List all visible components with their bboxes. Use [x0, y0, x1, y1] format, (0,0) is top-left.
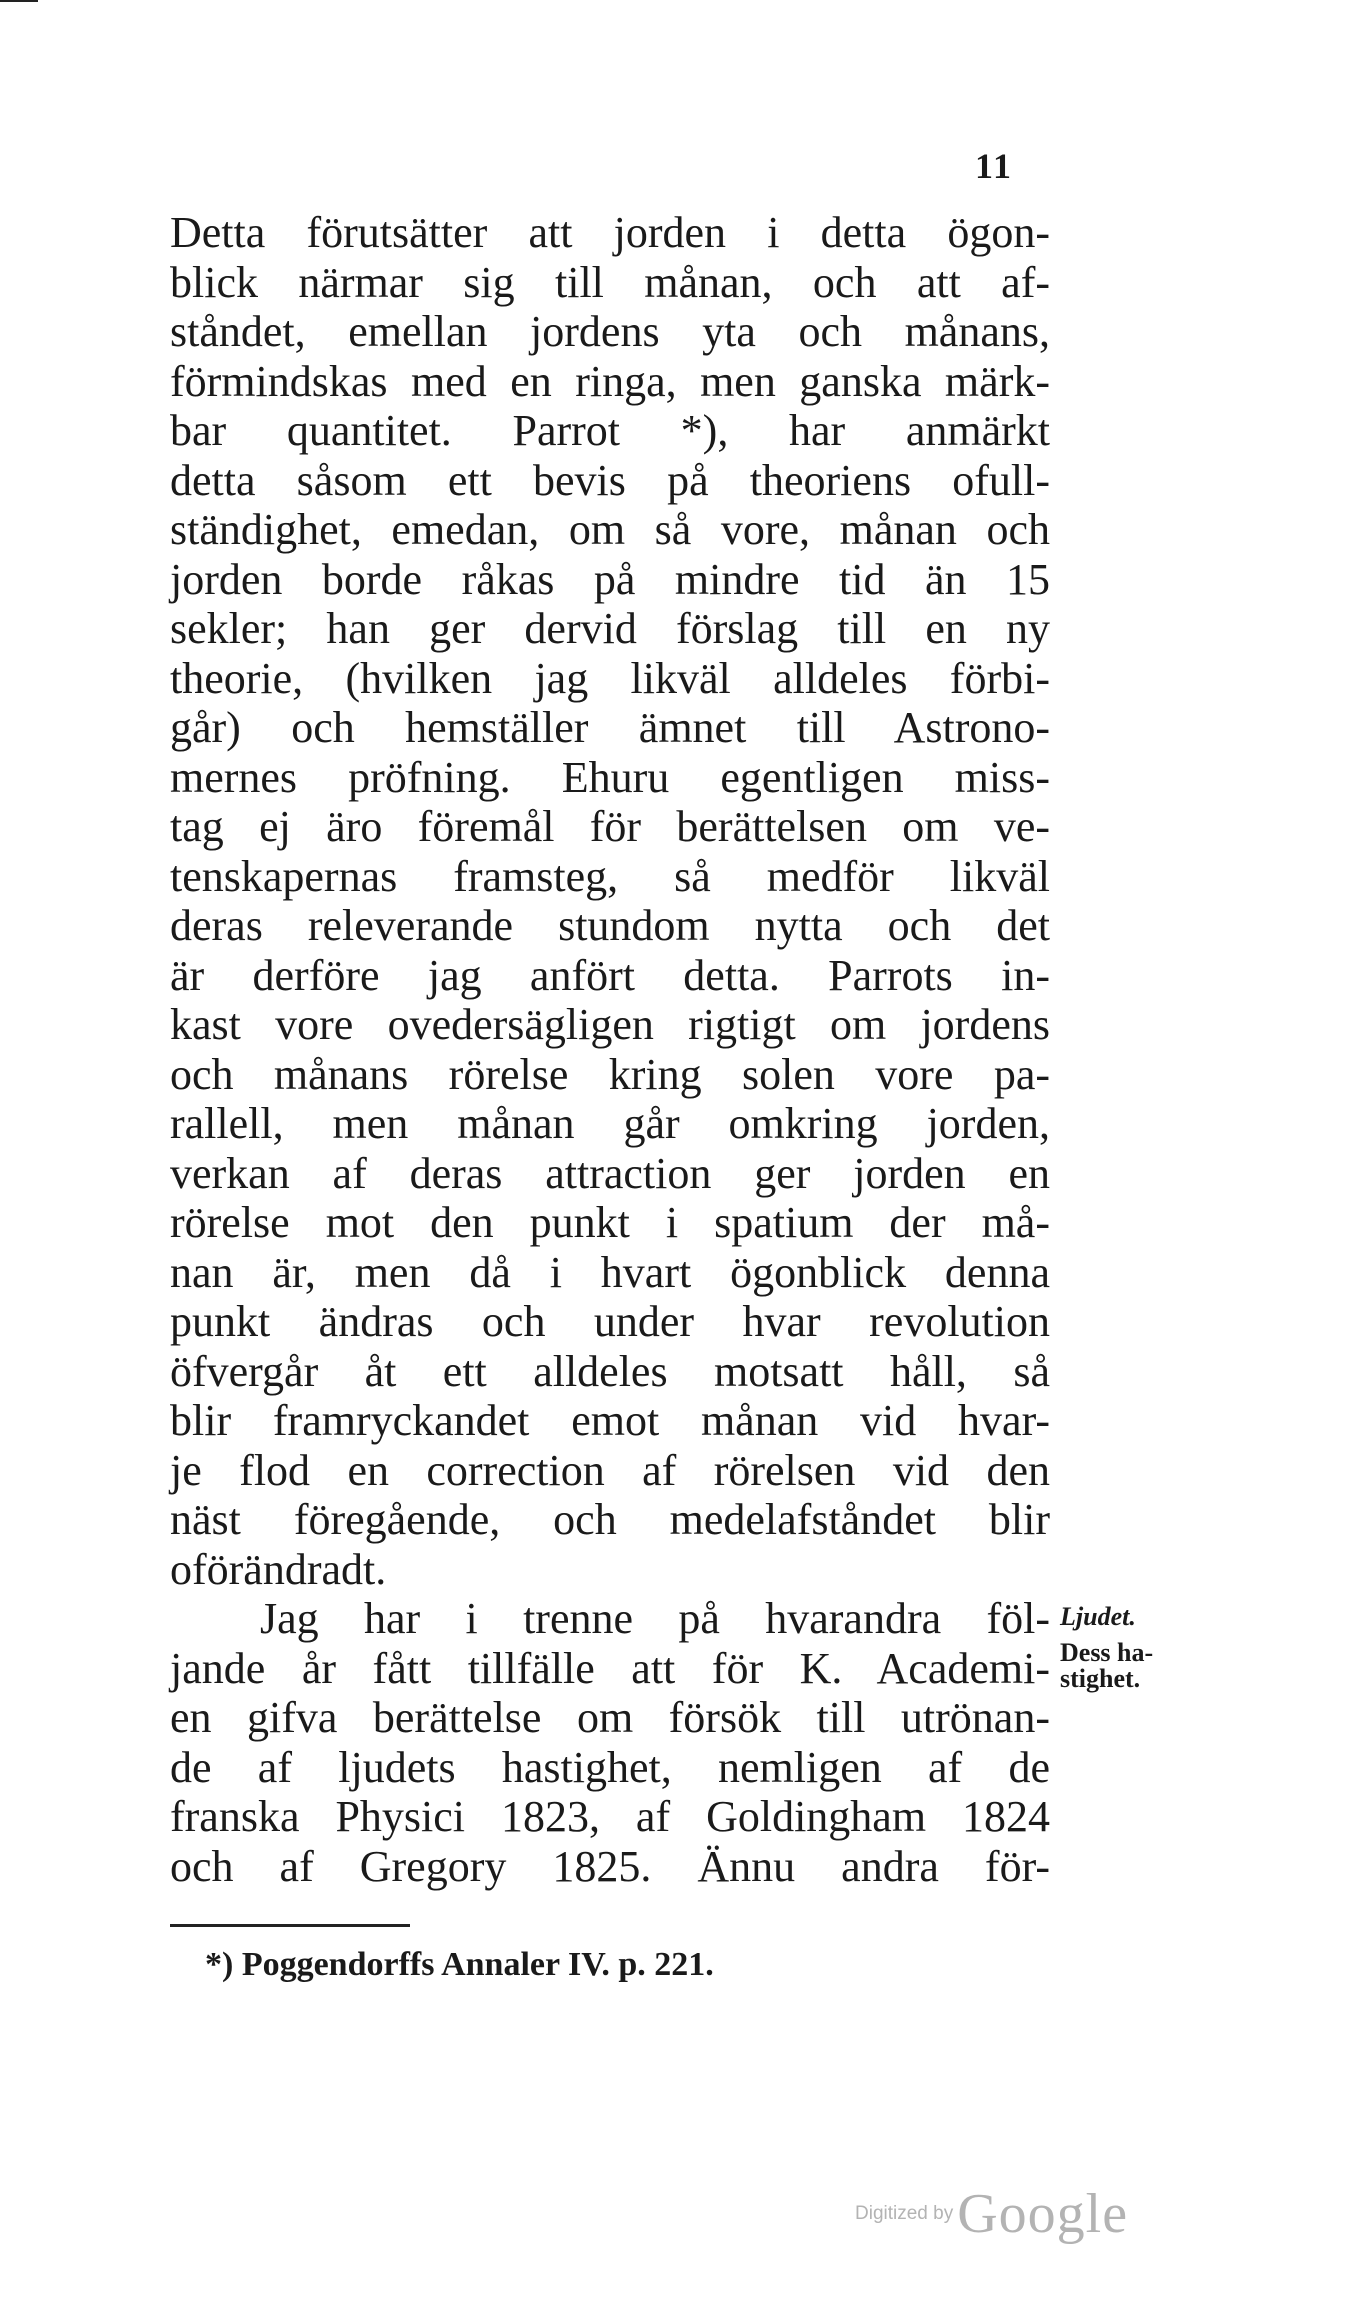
margin-note-hastighet-2: stighet.: [1060, 1664, 1141, 1693]
text-line: franska Physici 1823, af Goldingham 1824: [170, 1792, 1050, 1841]
text-line: mernes pröfning. Ehuru egentligen miss-: [170, 752, 1050, 802]
text-line: och af Gregory 1825. Ännu andra för-: [170, 1841, 1050, 1891]
text-line: nan är, men då i hvart ögonblick denna: [170, 1247, 1050, 1297]
page-number: 11: [975, 146, 1014, 186]
footnote-rule: [170, 1924, 410, 1927]
text-line: deras releverande stundom nytta och det: [170, 901, 1050, 950]
text-line: bar quantitet. Parrot *), har anmärkt: [170, 406, 1050, 455]
text-line: je flod en correction af rörelsen vid den: [170, 1445, 1050, 1495]
text-line: verkan af deras attraction ger jorden en: [170, 1148, 1050, 1198]
text-line: Jag har i trenne på hvarandra föl-: [260, 1594, 1050, 1643]
margin-note-hastighet-1: Dess ha-: [1060, 1638, 1154, 1667]
text-line: ständighet, emedan, om så vore, månan och: [170, 505, 1050, 554]
text-line: öfvergår åt ett alldeles motsatt håll, så: [170, 1346, 1050, 1396]
text-line: och månans rörelse kring solen vore pa-: [170, 1049, 1050, 1099]
text-line: de af ljudets hastighet, nemligen af de: [170, 1742, 1050, 1792]
text-line: en gifva berättelse om försök till utrönan-: [170, 1693, 1050, 1742]
body-text: [170, 208, 1050, 1891]
footnote: *) Poggendorffs Annaler IV. p. 221.: [205, 1946, 714, 1983]
text-line: jande år fått tillfälle att för K. Academi-: [170, 1643, 1050, 1693]
text-line: blick närmar sig till månan, och att af-: [170, 257, 1050, 307]
text-line: blir framryckandet emot månan vid hvar-: [170, 1396, 1050, 1445]
text-line: tenskapernas framsteg, så medför likväl: [170, 851, 1050, 901]
text-line: punkt ändras och under hvar revolution: [170, 1297, 1050, 1346]
text-line: näst föregående, och medelafståndet blir: [170, 1495, 1050, 1544]
text-line: oförändradt.: [170, 1544, 387, 1594]
text-line: rörelse mot den punkt i spatium der må-: [170, 1198, 1050, 1247]
watermark-prefix: Digitized by: [855, 2203, 954, 2224]
top-rule: [0, 0, 38, 2]
text-line: theorie, (hvilken jag likväl alldeles förbi-: [170, 653, 1050, 703]
text-line: tag ej äro föremål för berättelsen om ve-: [170, 802, 1050, 851]
text-line: går) och hemställer ämnet till Astrono-: [170, 703, 1050, 752]
text-line: är derföre jag anfört detta. Parrots in-: [170, 950, 1050, 1000]
text-line: ståndet, emellan jordens yta och månans,: [170, 307, 1050, 356]
text-line: förmindskas med en ringa, men ganska märk-: [170, 356, 1050, 406]
text-line: Detta förutsätter att jorden i detta ögon-: [170, 208, 1050, 257]
text-line: sekler; han ger dervid förslag till en ny: [170, 604, 1050, 653]
text-line: detta såsom ett bevis på theoriens ofull-: [170, 455, 1050, 505]
google-logo: Google: [957, 2183, 1129, 2245]
text-line: rallell, men månan går omkring jorden,: [170, 1099, 1050, 1148]
text-line: kast vore ovedersägligen rigtigt om jordens: [170, 1000, 1050, 1049]
google-watermark: [855, 2182, 1128, 2246]
margin-note-ljudet: Ljudet.: [1060, 1602, 1136, 1631]
text-line: jorden borde råkas på mindre tid än 15: [170, 554, 1050, 604]
